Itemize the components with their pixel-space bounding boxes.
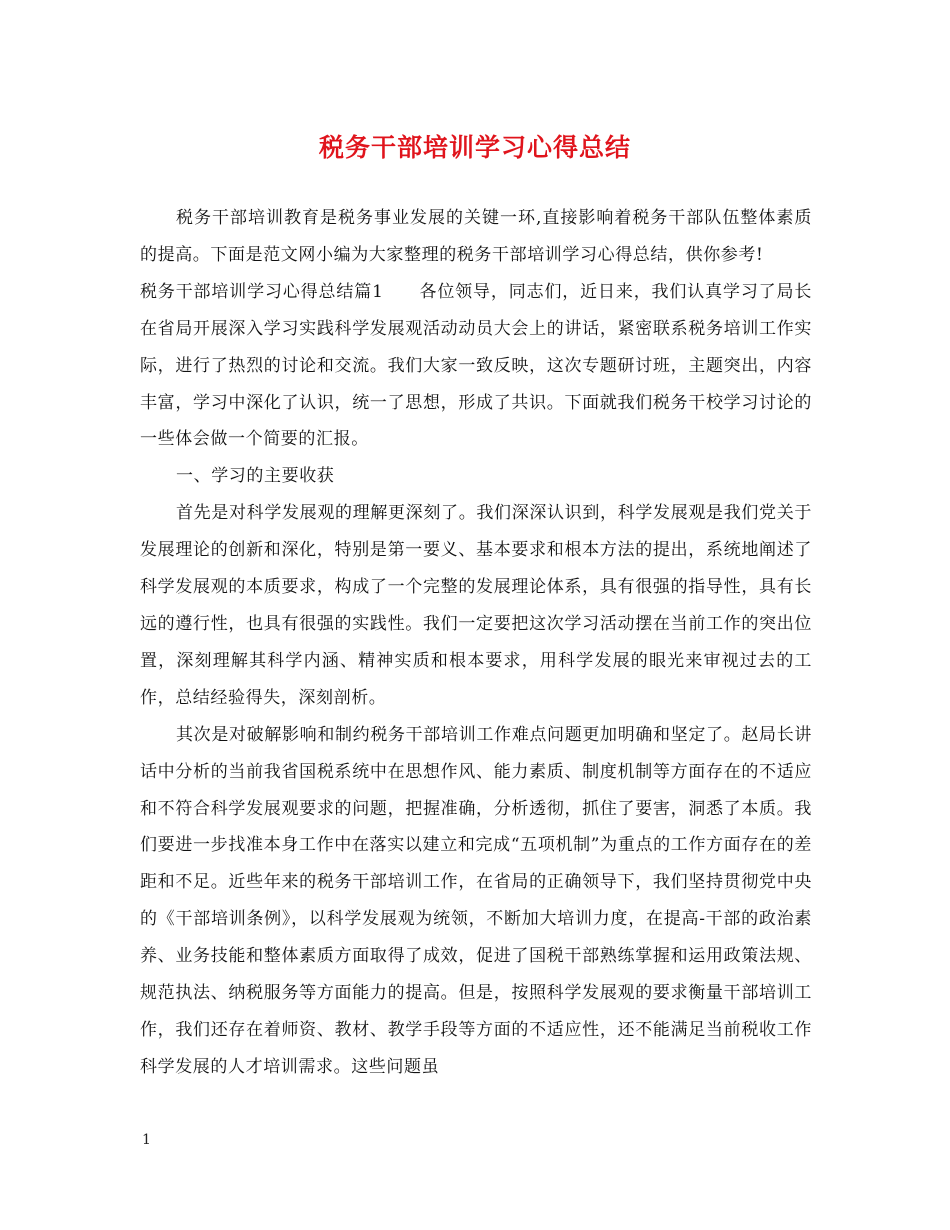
document-body <box>140 200 812 1086</box>
paragraph-second-point: 其次是对破解影响和制约税务干部培训工作难点问题更加明确和坚定了。赵局长讲话中分析的当前我省国税系统中在思想作风、能力素质、制度机制等方面存在的不适应和不符合科学发展观要求的问题，把握准确，分析透彻，抓住了要害，洞悉了本质。我们要进一步找准本身工作中在落实以建立和完成“五项机制”为重点的工作方面存在的差距和不足。近些年来的税务干部培训工作，在省局的正确领导下，我们坚持贯彻党中央的《干部培训条例》，以科学发展观为统领，不断加大培训力度，在提高-干部的政治素养、业务技能和整体素质方面取得了成效，促进了国税干部熟练掌握和运用政策法规、规范执法、纳税服务等方面能力的提高。但是，按照科学发展观的要求衡量干部培训工作，我们还存在着师资、教材、教学手段等方面的不适应性，还不能满足当前税收工作科学发展的人才培训需求。这些问题虽 <box>140 724 812 1077</box>
page-number: 1 <box>142 1132 151 1148</box>
paragraph-section-1: 税务干部培训学习心得总结篇1 各位领导，同志们，近日来，我们认真学习了局长在省局开展深入学习实践科学发展观活动动员大会上的讲话，紧密联系税务培训工作实际，进行了热烈的讨论和交流。我们大家一致反映，这次专题研讨班，主题突出，内容丰富，学习中深化了认识，统一了思想，形成了共识。下面就我们税务干校学习讨论的一些体会做一个简要的汇报。 <box>140 281 812 450</box>
section-heading: 一、学习的主要收获 <box>176 466 335 487</box>
paragraph-first-point: 首先是对科学发展观的理解更深刻了。我们深深认识到，科学发展观是我们党关于发展理论的创新和深化，特别是第一要义、基本要求和根本方法的提出，系统地阐述了科学发展观的本质要求，构成了一个完整的发展理论体系，具有很强的指导性，具有长远的遵行性，也具有很强的实践性。我们一定要把这次学习活动摆在当前工作的突出位置，深刻理解其科学内涵、精神实质和根本要求，用科学发展的眼光来审视过去的工作，总结经验得失，深刻剖析。 <box>140 503 812 708</box>
document-title: 税务干部培训学习心得总结 <box>318 133 631 162</box>
paragraph-intro: 税务干部培训教育是税务事业发展的关键一环,直接影响着税务干部队伍整体素质的提高。下面是范文网小编为大家整理的税务干部培训学习心得总结，供你参考! <box>140 208 812 265</box>
